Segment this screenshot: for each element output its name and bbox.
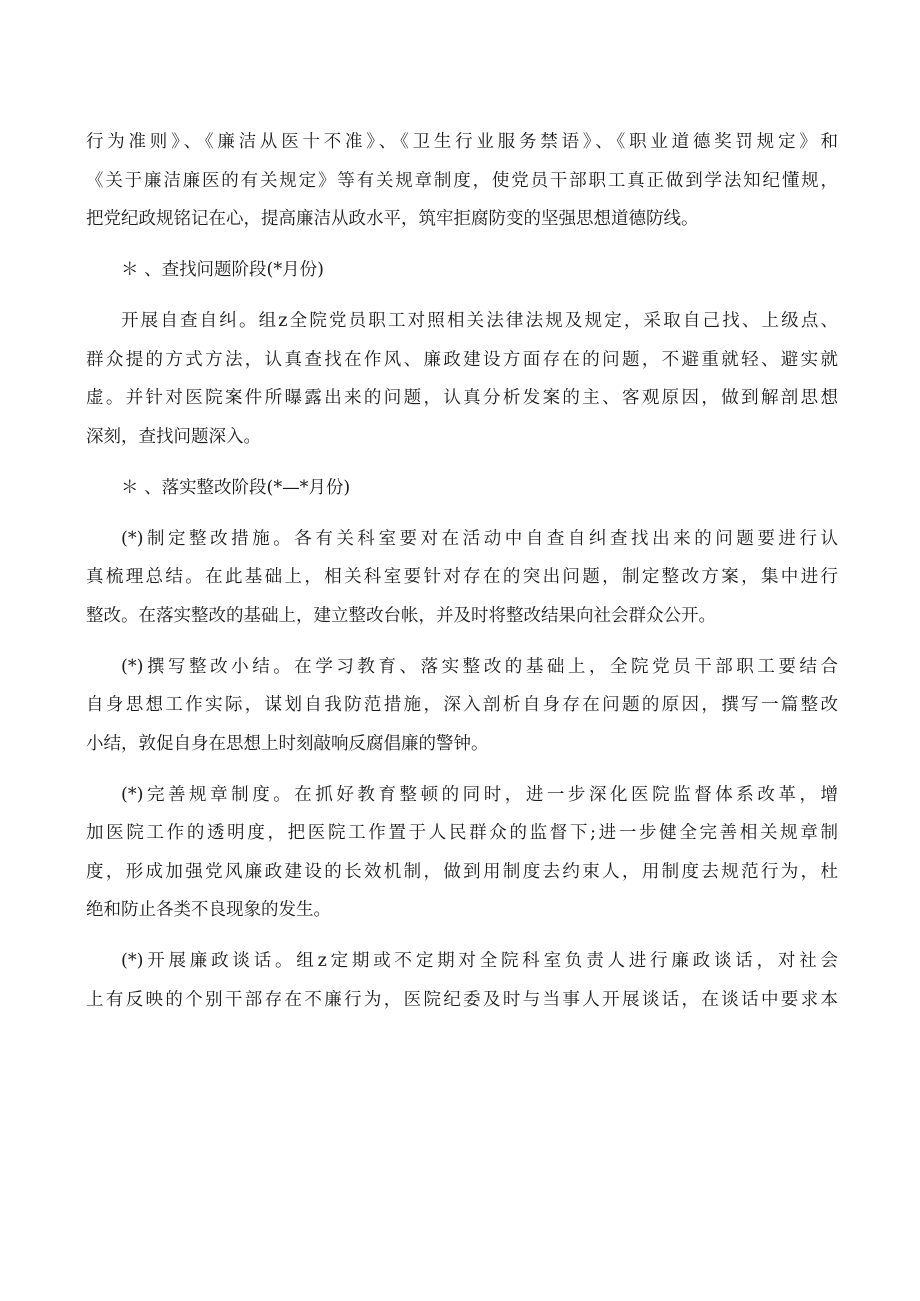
text-line: (*)完善规章制度。在抓好教育整顿的同时，进一步深化医院监督体系改革，增 <box>121 784 838 805</box>
text-line: 上有反映的个别干部存在不廉行为，医院纪委及时与当事人开展谈话，在谈话中要求本 <box>86 989 838 1010</box>
text-line: 加医院工作的透明度，把医院工作置于人民群众的监督下;进一步健全完善相关规章制 <box>86 823 838 844</box>
section-heading-find-problems <box>86 251 838 290</box>
text-line: (*)制定整改措施。各有关科室要对在活动中自查自纠查找出来的问题要进行认 <box>121 528 838 549</box>
paragraph-regulations <box>86 123 838 239</box>
heading-text: ＊ 、查找问题阶段(*月份) <box>121 260 324 281</box>
text-line: 深刻，查找问题深入。 <box>86 426 261 447</box>
paragraph-rectification-measures <box>86 520 838 636</box>
text-line: 《关于廉洁廉医的有关规定》等有关规章制度，使党员干部职工真正做到学法知纪懂规， <box>86 170 838 191</box>
text-line: 开展自查自纠。组z全院党员职工对照相关法律法规及规定，采取自己找、上级点、 <box>121 310 838 331</box>
text-line: (*)撰写整改小结。在学习教育、落实整改的基础上，全院党员干部职工要结合 <box>121 656 838 677</box>
paragraph-integrity-talks <box>86 942 838 1019</box>
section-heading-rectification <box>86 469 838 508</box>
text-line: 行为准则》、《廉洁从医十不准》、《卫生行业服务禁语》、《职业道德奖罚规定》和 <box>86 132 838 152</box>
text-line: 整改。在落实整改的基础上，建立整改台帐，并及时将整改结果向社会群众公开。 <box>86 605 716 626</box>
paragraph-self-check <box>86 302 838 456</box>
text-line: 把党纪政规铭记在心，提高廉洁从政水平，筑牢拒腐防变的坚强思想道德防线。 <box>86 209 699 230</box>
paragraph-improve-rules <box>86 776 838 930</box>
heading-text: ＊ 、落实整改阶段(*—*月份) <box>121 477 351 498</box>
text-line: 小结，敦促自身在思想上时刻敲响反腐倡廉的警钟。 <box>86 733 489 754</box>
text-line: 虚。并针对医院案件所曝露出来的问题，认真分析发案的主、客观原因，做到解剖思想 <box>86 388 838 409</box>
text-line: 自身思想工作实际，谋划自我防范措施，深入剖析自身存在问题的原因，撰写一篇整改 <box>86 695 838 716</box>
text-line: 群众提的方式方法，认真查找在作风、廉政建设方面存在的问题，不避重就轻、避实就 <box>86 349 838 370</box>
text-line: 绝和防止各类不良现象的发生。 <box>86 900 331 921</box>
text-line: (*)开展廉政谈话。组z定期或不定期对全院科室负责人进行廉政谈话，对社会 <box>121 951 838 972</box>
paragraph-rectification-summary <box>86 648 838 764</box>
text-line: 度，形成加强党风廉政建设的长效机制，做到用制度去约束人，用制度去规范行为，杜 <box>86 861 838 882</box>
text-line: 真梳理总结。在此基础上，相关科室要针对存在的突出问题，制定整改方案，集中进行 <box>86 567 838 588</box>
